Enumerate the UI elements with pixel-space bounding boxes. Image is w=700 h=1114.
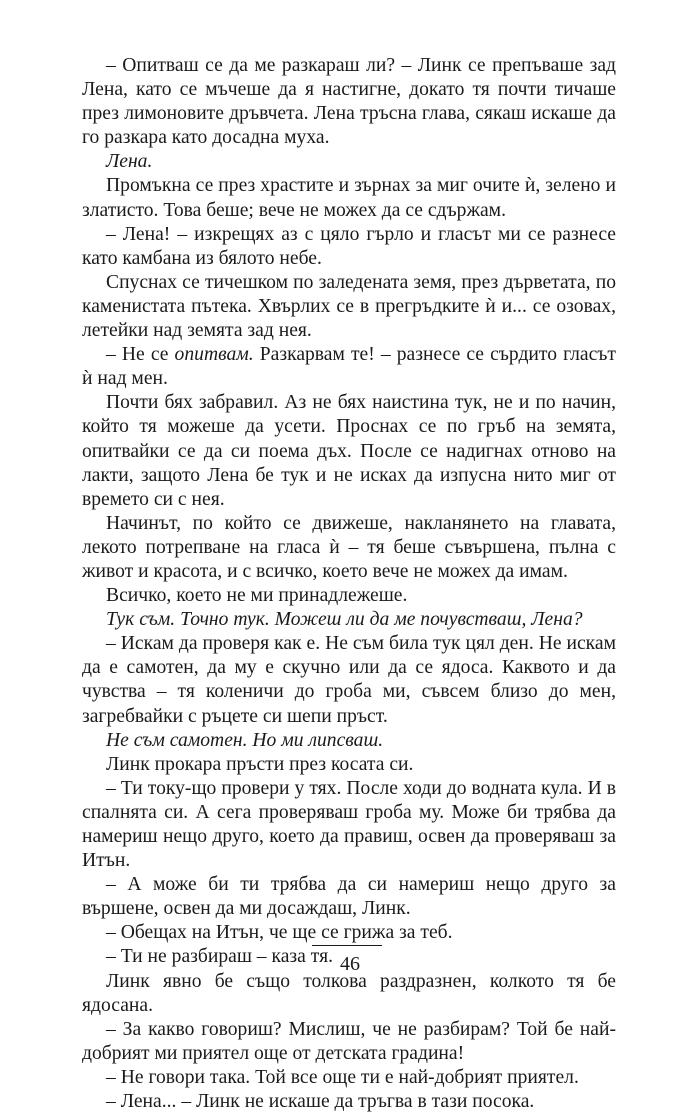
paragraph-18: Линк явно бе също толкова раздразнен, колкото тя бе ядосана. xyxy=(82,970,616,1016)
paragraph-16: – Обещах на Итън, че ще се грижа за теб. xyxy=(106,922,453,944)
page-number: 46 xyxy=(340,953,360,975)
paragraph-21: – Лена... – Линк не искаше да тръгва в тази посока. xyxy=(106,1091,535,1113)
paragraph-17: – Ти не разбираш – каза тя. xyxy=(106,946,333,968)
paragraph-6-start: – Не се xyxy=(106,344,175,366)
paragraph-11: – Искам да проверя как е. Не съм била тук цял ден. Не искам да е самотен, да му е скучно или да се ядоса. Каквото и да чувства – тя коленичи до гроба ми, съвсем близо до мен, загребвайки с ръцете си шепи пръст. xyxy=(82,633,616,727)
paragraph-6-end: Разкарвам те! – разнесе се сърдито гласът ѝ над мен. xyxy=(82,344,616,390)
paragraph-12-thought: Не съм самотен. Но ми липсваш. xyxy=(106,729,384,751)
paragraph-8: Начинът, по който се движеше, накланянето на главата, лекото потрепване на гласа ѝ – тя беше съвършена, пълна с живот и красота, и с всичко, което вече не можех да имам. xyxy=(82,512,616,582)
paragraph-19: – За какво говориш? Мислиш, че не разбирам? Той бе най-добрият ми приятел още от детската градина! xyxy=(82,1018,616,1064)
paragraph-10-thought: Тук съм. Точно тук. Можеш ли да ме почувстваш, Лена? xyxy=(106,609,583,631)
paragraph-20: – Не говори така. Той все още ти е най-добрият приятел. xyxy=(106,1066,579,1088)
paragraph-2-thought: Лена. xyxy=(106,151,153,173)
paragraph-3: Промъкна се през храстите и зърнах за миг очите ѝ, зелено и златисто. Това беше; вече не можех да се сдържам. xyxy=(82,175,616,221)
paragraph-6 xyxy=(82,343,616,391)
paragraph-4: – Лена! – изкрещях аз с цяло гърло и гласът ми се разнесе като камбана из бялото небе. xyxy=(82,223,616,269)
paragraph-1: – Опитваш се да ме разкараш ли? – Линк се препъваше зад Лена, като се мъчеше да я настигне, докато тя почти тичаше през лимоновите дръвчета. Лена тръсна глава, сякаш искаше да го разкара като досадна муха. xyxy=(82,55,616,149)
paragraph-7: Почти бях забравил. Аз не бях наистина тук, не и по начин, който тя можеше да усети. Проснах се по гръб на земята, опитвайки се да си поема дъх. После се надигнах отново на лакти, защото Лена бе тук и не исках да изпусна нито миг от времето си с нея. xyxy=(82,392,616,510)
paragraph-6-emphasis: опитвам. xyxy=(174,344,254,366)
paragraph-5: Спуснах се тичешком по заледената земя, през дърветата, по каменистата пътека. Хвърлих се в прегръдките ѝ и... се озовах, летейки над земята зад нея. xyxy=(82,271,616,342)
paragraph-14: – Ти току-що провери у тях. После ходи до водната кула. И в спалнята си. А сега проверяваш гроба му. Може би трябва да намериш нещо друго, което да правиш, освен да проверяваш за Итън. xyxy=(82,777,616,872)
paragraph-15: – А може би ти трябва да си намериш нещо друго за вършене, освен да ми досаждаш, Линк. xyxy=(82,874,616,920)
footer-rule xyxy=(312,945,382,946)
paragraph-9: Всичко, което не ми принадлежеше. xyxy=(106,585,408,607)
paragraph-13: Линк прокара пръсти през косата си. xyxy=(106,753,414,775)
